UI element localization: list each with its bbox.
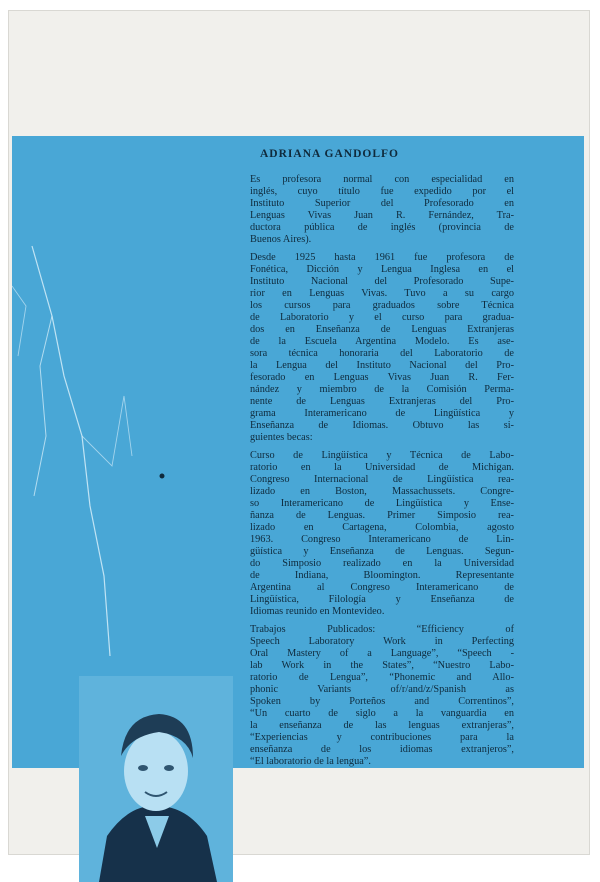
text-line: de la Escuela Argentina Modelo. Es ase- xyxy=(250,336,514,347)
text-line: Lingüística, Filología y Enseñanza de xyxy=(250,594,514,605)
text-line: Instituto Superior del Profesorado en xyxy=(250,198,514,209)
cover-crease-marks xyxy=(12,136,272,768)
biography-paragraph xyxy=(248,252,514,444)
text-line: de Laboratorio y el curso para gradua- xyxy=(250,312,514,323)
biography-paragraph xyxy=(248,450,514,618)
text-line: guientes becas: xyxy=(250,432,313,443)
biography-paragraph xyxy=(248,624,514,768)
author-portrait xyxy=(79,676,233,882)
text-line: Lenguas Vivas Juan R. Fernández, Tra- xyxy=(250,210,514,221)
text-line: grama Interamericano de Lingüística y xyxy=(250,408,514,419)
text-line: Argentina al Congreso Interamericano de xyxy=(250,582,514,593)
text-line: nente de Lenguas Extranjeras del Pro- xyxy=(250,396,514,407)
text-line: enseñanza de los idiomas extranjeros”, xyxy=(250,744,514,755)
text-line: fesorado en Lenguas Vivas Juan R. Fer- xyxy=(250,372,514,383)
text-line: güística y Enseñanza de Lenguas. Segun- xyxy=(250,546,514,557)
text-line: la Lengua del Instituto Nacional del Pro- xyxy=(250,360,514,371)
text-line: Es profesora normal con especialidad en xyxy=(250,174,514,185)
text-line: so Interamericano de Lingüística y Ense- xyxy=(250,498,514,509)
text-line: Spoken by Porteños and Correntinos”, xyxy=(250,696,514,707)
text-line: Idiomas reunido en Montevideo. xyxy=(250,606,385,617)
text-line: nández y miembro de la Comisión Perma- xyxy=(250,384,514,395)
text-line: rior en Lenguas Vivas. Tuvo a su cargo xyxy=(250,288,514,299)
text-line: do Simposio realizado en la Universidad xyxy=(250,558,514,569)
text-line: sora técnica honoraria del Laboratorio de xyxy=(250,348,514,359)
text-line: lizado en Boston, Massachussets. Congre- xyxy=(250,486,514,497)
text-line: ratorio de Lengua”, “Phonemic and Allo- xyxy=(250,672,514,683)
text-line: phonic Variants of/r/and/z/Spanish as xyxy=(250,684,514,695)
author-biography xyxy=(248,148,514,774)
text-line: la enseñanza de las lenguas extranjeras”, xyxy=(250,720,514,731)
text-line: de Indiana, Bloomington. Representante xyxy=(250,570,514,581)
text-line: Desde 1925 hasta 1961 fue profesora de xyxy=(250,252,514,263)
author-name: ADRIANA GANDOLFO xyxy=(260,148,399,160)
text-line: Oral Mastery of a Language”, “Speech - xyxy=(250,648,514,659)
text-line: Congreso Internacional de Lingüística rea- xyxy=(250,474,514,485)
text-line: 1963. Congreso Interamericano de Lin- xyxy=(250,534,514,545)
text-line: ductora pública de inglés (provincia de xyxy=(250,222,514,233)
biography-paragraph xyxy=(248,174,514,246)
text-line: Trabajos Publicados: “Efficiency of xyxy=(250,624,514,635)
text-line: Curso de Lingüística y Técnica de Labo- xyxy=(250,450,514,461)
text-line: “El laboratorio de la lengua”. xyxy=(250,756,371,767)
text-line: Speech Laboratory Work in Perfecting xyxy=(250,636,514,647)
text-line: “Un cuarto de siglo a la vanguardia en xyxy=(250,708,514,719)
text-line: dos en Enseñanza de Lenguas Extranjeras xyxy=(250,324,514,335)
text-line: lizado en Cartagena, Colombia, agosto xyxy=(250,522,514,533)
biography-body xyxy=(248,174,514,768)
text-line: ratorio en la Universidad de Michigan. xyxy=(250,462,514,473)
text-line: lab Work in the States”, “Nuestro Labo- xyxy=(250,660,514,671)
text-line: inglés, cuyo título fue expedido por el xyxy=(250,186,514,197)
text-line: ñanza de Lenguas. Primer Simposio rea- xyxy=(250,510,514,521)
text-line: Fonética, Dicción y Lengua Inglesa en el xyxy=(250,264,514,275)
text-line: “Experiencias y contribuciones para la xyxy=(250,732,514,743)
text-line: Instituto Nacional del Profesorado Supe- xyxy=(250,276,514,287)
text-line: Enseñanza de Idiomas. Obtuvo las si- xyxy=(250,420,514,431)
text-line: los cursos para graduados sobre Técnica xyxy=(250,300,514,311)
text-line: Buenos Aires). xyxy=(250,234,312,245)
